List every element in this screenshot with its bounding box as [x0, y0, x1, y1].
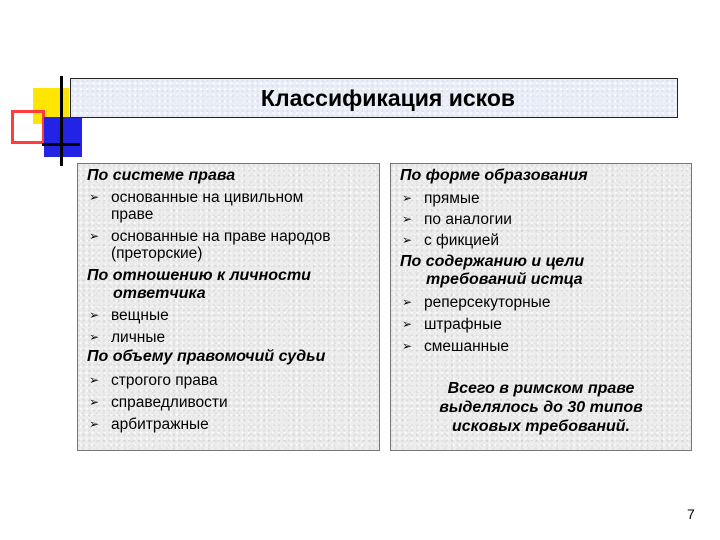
- arrowhead-bullet-icon: ➢: [89, 395, 100, 409]
- arrowhead-bullet-icon: ➢: [402, 339, 413, 353]
- list-item: ➢ основанные на праве народов (преторские): [89, 228, 331, 262]
- title-box: [70, 78, 678, 118]
- list-item: ➢ основанные на цивильном праве: [89, 189, 304, 223]
- decor-horizontal-line: [42, 143, 80, 146]
- group-heading: По объему правомочий судьи: [87, 348, 326, 365]
- arrowhead-bullet-icon: ➢: [89, 330, 100, 344]
- list-item: ➢ строгого права: [89, 372, 218, 389]
- list-item: ➢ реперсекуторные: [402, 294, 551, 311]
- list-item: ➢ справедливости: [89, 394, 228, 411]
- group-heading: По отношению к личности ответчика: [87, 267, 311, 302]
- list-item: ➢ арбитражные: [89, 416, 209, 433]
- list-item: ➢ по аналогии: [402, 211, 512, 228]
- left-group-1: [78, 167, 379, 267]
- list-item: ➢ вещные: [89, 307, 169, 324]
- list-item: ➢ смешанные: [402, 338, 509, 355]
- decor-red-square: [11, 110, 45, 144]
- list-item: ➢ личные: [89, 329, 166, 346]
- group-heading: По содержанию и цели требований истца: [400, 253, 585, 288]
- arrowhead-bullet-icon: ➢: [89, 229, 100, 243]
- arrowhead-bullet-icon: ➢: [89, 308, 100, 322]
- decor-blue-square: [44, 117, 82, 157]
- summary-note: Всего в римском праве выделялось до 30 типов исковых требований.: [439, 380, 643, 435]
- arrowhead-bullet-icon: ➢: [89, 190, 100, 204]
- group-heading: По системе права: [87, 167, 236, 184]
- arrowhead-bullet-icon: ➢: [402, 233, 413, 247]
- list-item: ➢ с фикцией: [402, 232, 500, 249]
- right-panel: [390, 163, 692, 451]
- arrowhead-bullet-icon: ➢: [402, 212, 413, 226]
- arrowhead-bullet-icon: ➢: [402, 191, 413, 205]
- arrowhead-bullet-icon: ➢: [89, 417, 100, 431]
- right-group-2: [391, 253, 691, 360]
- arrowhead-bullet-icon: ➢: [402, 295, 413, 309]
- arrowhead-bullet-icon: ➢: [402, 317, 413, 331]
- arrowhead-bullet-icon: ➢: [89, 373, 100, 387]
- left-group-3: [78, 348, 379, 438]
- right-group-1: [391, 167, 691, 253]
- left-panel: [77, 163, 380, 451]
- list-item: ➢ штрафные: [402, 316, 502, 333]
- group-heading: По форме образования: [400, 167, 588, 184]
- decor-vertical-line: [60, 76, 63, 166]
- left-group-2: [78, 267, 379, 351]
- page-number: 7: [687, 506, 695, 522]
- slide-title: Классификация исков: [260, 84, 516, 111]
- list-item: ➢ прямые: [402, 190, 480, 207]
